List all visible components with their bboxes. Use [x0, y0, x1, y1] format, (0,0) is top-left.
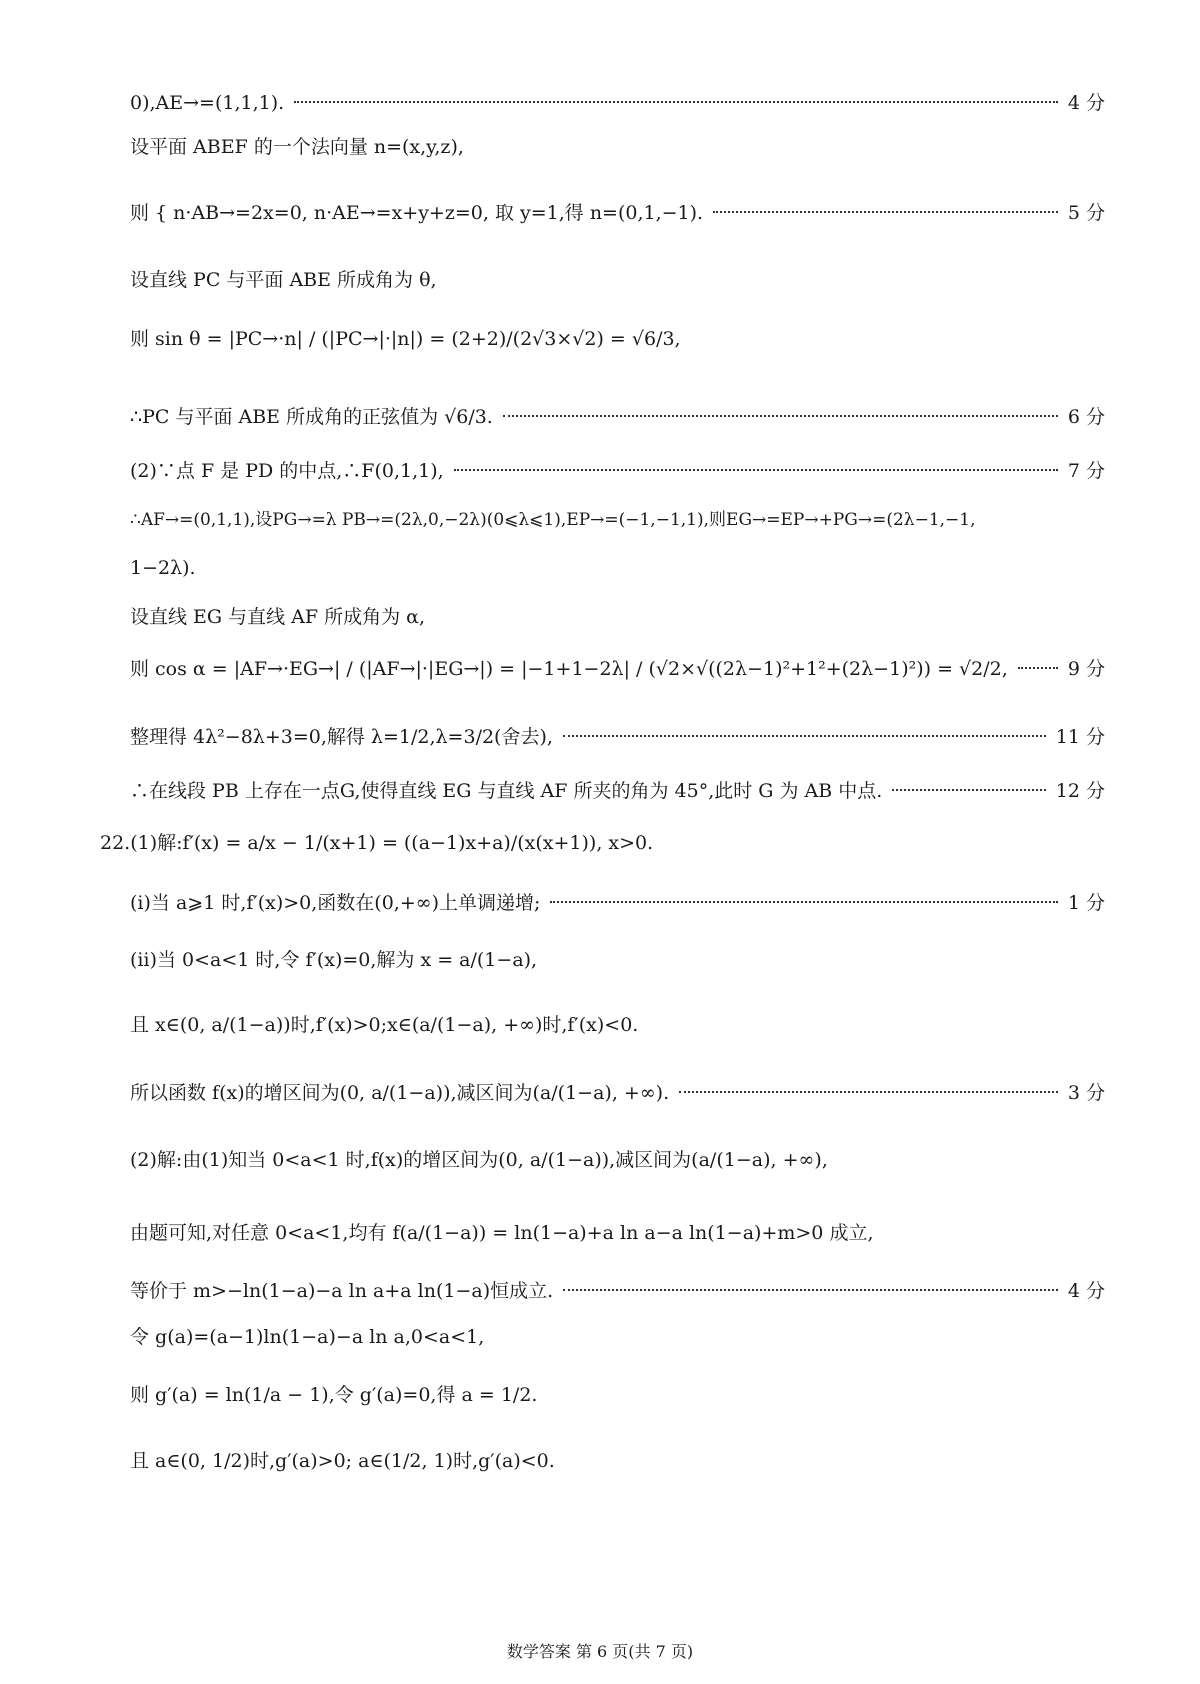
score-label: 1 分 [1067, 892, 1105, 914]
score-label: 4 分 [1067, 1280, 1105, 1302]
answer-line [130, 654, 1105, 684]
answer-line [130, 722, 1105, 752]
score-label: 7 分 [1067, 460, 1105, 482]
answer-line [130, 776, 1105, 806]
line-text: 则 cos α = |AF→·EG→| / (|AF→|·|EG→|) = |−1+1−2λ| / (√2×√((2λ−1)²+1²+(2λ−1)²)) = √2/2, [130, 658, 1008, 680]
answer-line [130, 198, 1105, 228]
line-text: 令 g(a)=(a−1)ln(1−a)−a ln a,0<a<1, [130, 1326, 485, 1348]
dot-leader [892, 789, 1045, 791]
answer-line [130, 505, 976, 535]
line-text: (2)∵点 F 是 PD 的中点,∴F(0,1,1), [130, 460, 444, 482]
dot-leader [563, 1289, 1058, 1291]
line-text: 设平面 ABEF 的一个法向量 n=(x,y,z), [130, 136, 464, 158]
answer-line [130, 88, 1105, 118]
answer-line [130, 456, 1105, 486]
answer-line [130, 402, 1105, 432]
line-text: 22.(1)解:f′(x) = a/x − 1/(x+1) = ((a−1)x+a)/(x(x+1)), x>0. [100, 832, 654, 854]
dot-leader [679, 1091, 1058, 1093]
answer-line [130, 132, 464, 162]
dot-leader [454, 469, 1058, 471]
answer-line [130, 1322, 484, 1352]
line-text: 所以函数 f(x)的增区间为(0, a/(1−a)),减区间为(a/(1−a), +∞). [130, 1082, 670, 1104]
line-text: 1−2λ). [130, 557, 196, 579]
score-label: 6 分 [1067, 406, 1105, 428]
line-text: 由题可知,对任意 0<a<1,均有 f(a/(1−a)) = ln(1−a)+a ln a−a ln(1−a)+m>0 成立, [130, 1222, 874, 1244]
line-text: 0),AE→=(1,1,1). [130, 92, 285, 114]
score-label: 4 分 [1067, 92, 1105, 114]
line-text: 则 sin θ = |PC→·n| / (|PC→|·|n|) = (2+2)/(2√3×√2) = √6/3, [130, 328, 681, 350]
answer-line [130, 945, 537, 975]
dot-leader [563, 735, 1046, 737]
line-text: ∴AF→=(0,1,1),设PG→=λ PB→=(2λ,0,−2λ)(0⩽λ⩽1),EP→=(−1,−1,1),则EG→=EP→+PG→=(2λ−1,−1, [130, 510, 976, 530]
answer-line [130, 1010, 638, 1040]
question-22-line [100, 828, 653, 858]
answer-line [130, 1218, 873, 1248]
line-text: 且 a∈(0, 1/2)时,g′(a)>0; a∈(1/2, 1)时,g′(a)<0. [130, 1450, 555, 1472]
line-text: (2)解:由(1)知当 0<a<1 时,f(x)的增区间为(0, a/(1−a)),减区间为(a/(1−a), +∞), [130, 1149, 828, 1171]
answer-line [130, 1276, 1105, 1306]
line-text: ∴在线段 PB 上存在一点G,使得直线 EG 与直线 AF 所夹的角为 45°,此时 G 为 AB 中点. [130, 780, 883, 802]
line-text: 设直线 PC 与平面 ABE 所成角为 θ, [130, 269, 437, 291]
answer-line [130, 1145, 828, 1175]
dot-leader [1018, 667, 1058, 669]
line-text: (ⅱ)当 0<a<1 时,令 f′(x)=0,解为 x = a/(1−a), [130, 949, 538, 971]
dot-leader [550, 901, 1057, 903]
dot-leader [713, 211, 1058, 213]
answer-line [130, 265, 437, 295]
answer-line [130, 1446, 555, 1476]
dot-leader [503, 415, 1058, 417]
line-text: ∴PC 与平面 ABE 所成角的正弦值为 √6/3. [130, 406, 493, 428]
line-text: 且 x∈(0, a/(1−a))时,f′(x)>0;x∈(a/(1−a), +∞)时,f′(x)<0. [130, 1014, 639, 1036]
answer-line [130, 602, 425, 632]
answer-line [130, 1380, 537, 1410]
line-text: 整理得 4λ²−8λ+3=0,解得 λ=1/2,λ=3/2(舍去), [130, 726, 553, 748]
answer-line [130, 888, 1105, 918]
answer-line [130, 324, 681, 354]
answer-line [130, 553, 196, 583]
line-text: 则 g′(a) = ln(1/a − 1),令 g′(a)=0,得 a = 1/2. [130, 1384, 538, 1406]
score-label: 3 分 [1067, 1082, 1105, 1104]
score-label: 11 分 [1055, 726, 1105, 748]
page-footer: 数学答案 第 6 页(共 7 页) [506, 1642, 694, 1661]
line-text: 则 { n·AB→=2x=0, n·AE→=x+y+z=0, 取 y=1,得 n=(0,1,−1). [130, 202, 704, 224]
line-text: (ⅰ)当 a⩾1 时,f′(x)>0,函数在(0,+∞)上单调递增; [130, 892, 541, 914]
line-text: 设直线 EG 与直线 AF 所成角为 α, [130, 606, 426, 628]
line-text: 等价于 m>−ln(1−a)−a ln a+a ln(1−a)恒成立. [130, 1280, 554, 1302]
score-label: 9 分 [1067, 658, 1105, 680]
dot-leader [294, 101, 1058, 103]
score-label: 5 分 [1067, 202, 1105, 224]
answer-line [130, 1078, 1105, 1108]
score-label: 12 分 [1055, 780, 1105, 802]
